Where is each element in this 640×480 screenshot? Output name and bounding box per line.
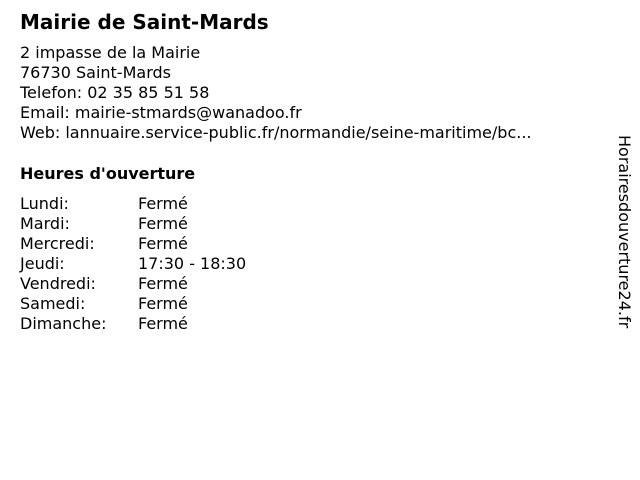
phone-line[interactable]: Telefon: 02 35 85 51 58: [20, 83, 210, 102]
day-label: Mardi:: [20, 214, 70, 233]
hours-row-tuesday: [20, 214, 246, 234]
hours-row-thursday: [20, 254, 246, 274]
hours-row-friday: [20, 274, 246, 294]
opening-hours-heading: Heures d'ouverture: [20, 164, 196, 183]
contact-block: [20, 43, 532, 143]
address-city: 76730 Saint-Mards: [20, 63, 171, 82]
hours-value: Fermé: [138, 294, 188, 313]
day-label: Dimanche:: [20, 314, 107, 333]
hours-value: Fermé: [138, 214, 188, 233]
day-label: Mercredi:: [20, 234, 95, 253]
hours-row-sunday: [20, 314, 246, 334]
page-title: Mairie de Saint-Mards: [20, 10, 269, 34]
web-line[interactable]: Web: lannuaire.service-public.fr/normandie/seine-maritime/bc...: [20, 123, 532, 142]
hours-value: Fermé: [138, 274, 188, 293]
hours-value: Fermé: [138, 194, 188, 213]
hours-row-wednesday: [20, 234, 246, 254]
site-watermark-label: Horairesdouverture24.fr: [615, 135, 634, 329]
day-label: Lundi:: [20, 194, 69, 213]
day-label: Vendredi:: [20, 274, 96, 293]
hours-row-saturday: [20, 294, 246, 314]
email-line[interactable]: Email: mairie-stmards@wanadoo.fr: [20, 103, 302, 122]
hours-value: 17:30 - 18:30: [138, 254, 247, 273]
opening-hours-table: [20, 194, 246, 334]
hours-value: Fermé: [138, 234, 188, 253]
hours-row-monday: [20, 194, 246, 214]
address-street: 2 impasse de la Mairie: [20, 43, 201, 62]
day-label: Samedi:: [20, 294, 86, 313]
day-label: Jeudi:: [20, 254, 65, 273]
hours-value: Fermé: [138, 314, 188, 333]
